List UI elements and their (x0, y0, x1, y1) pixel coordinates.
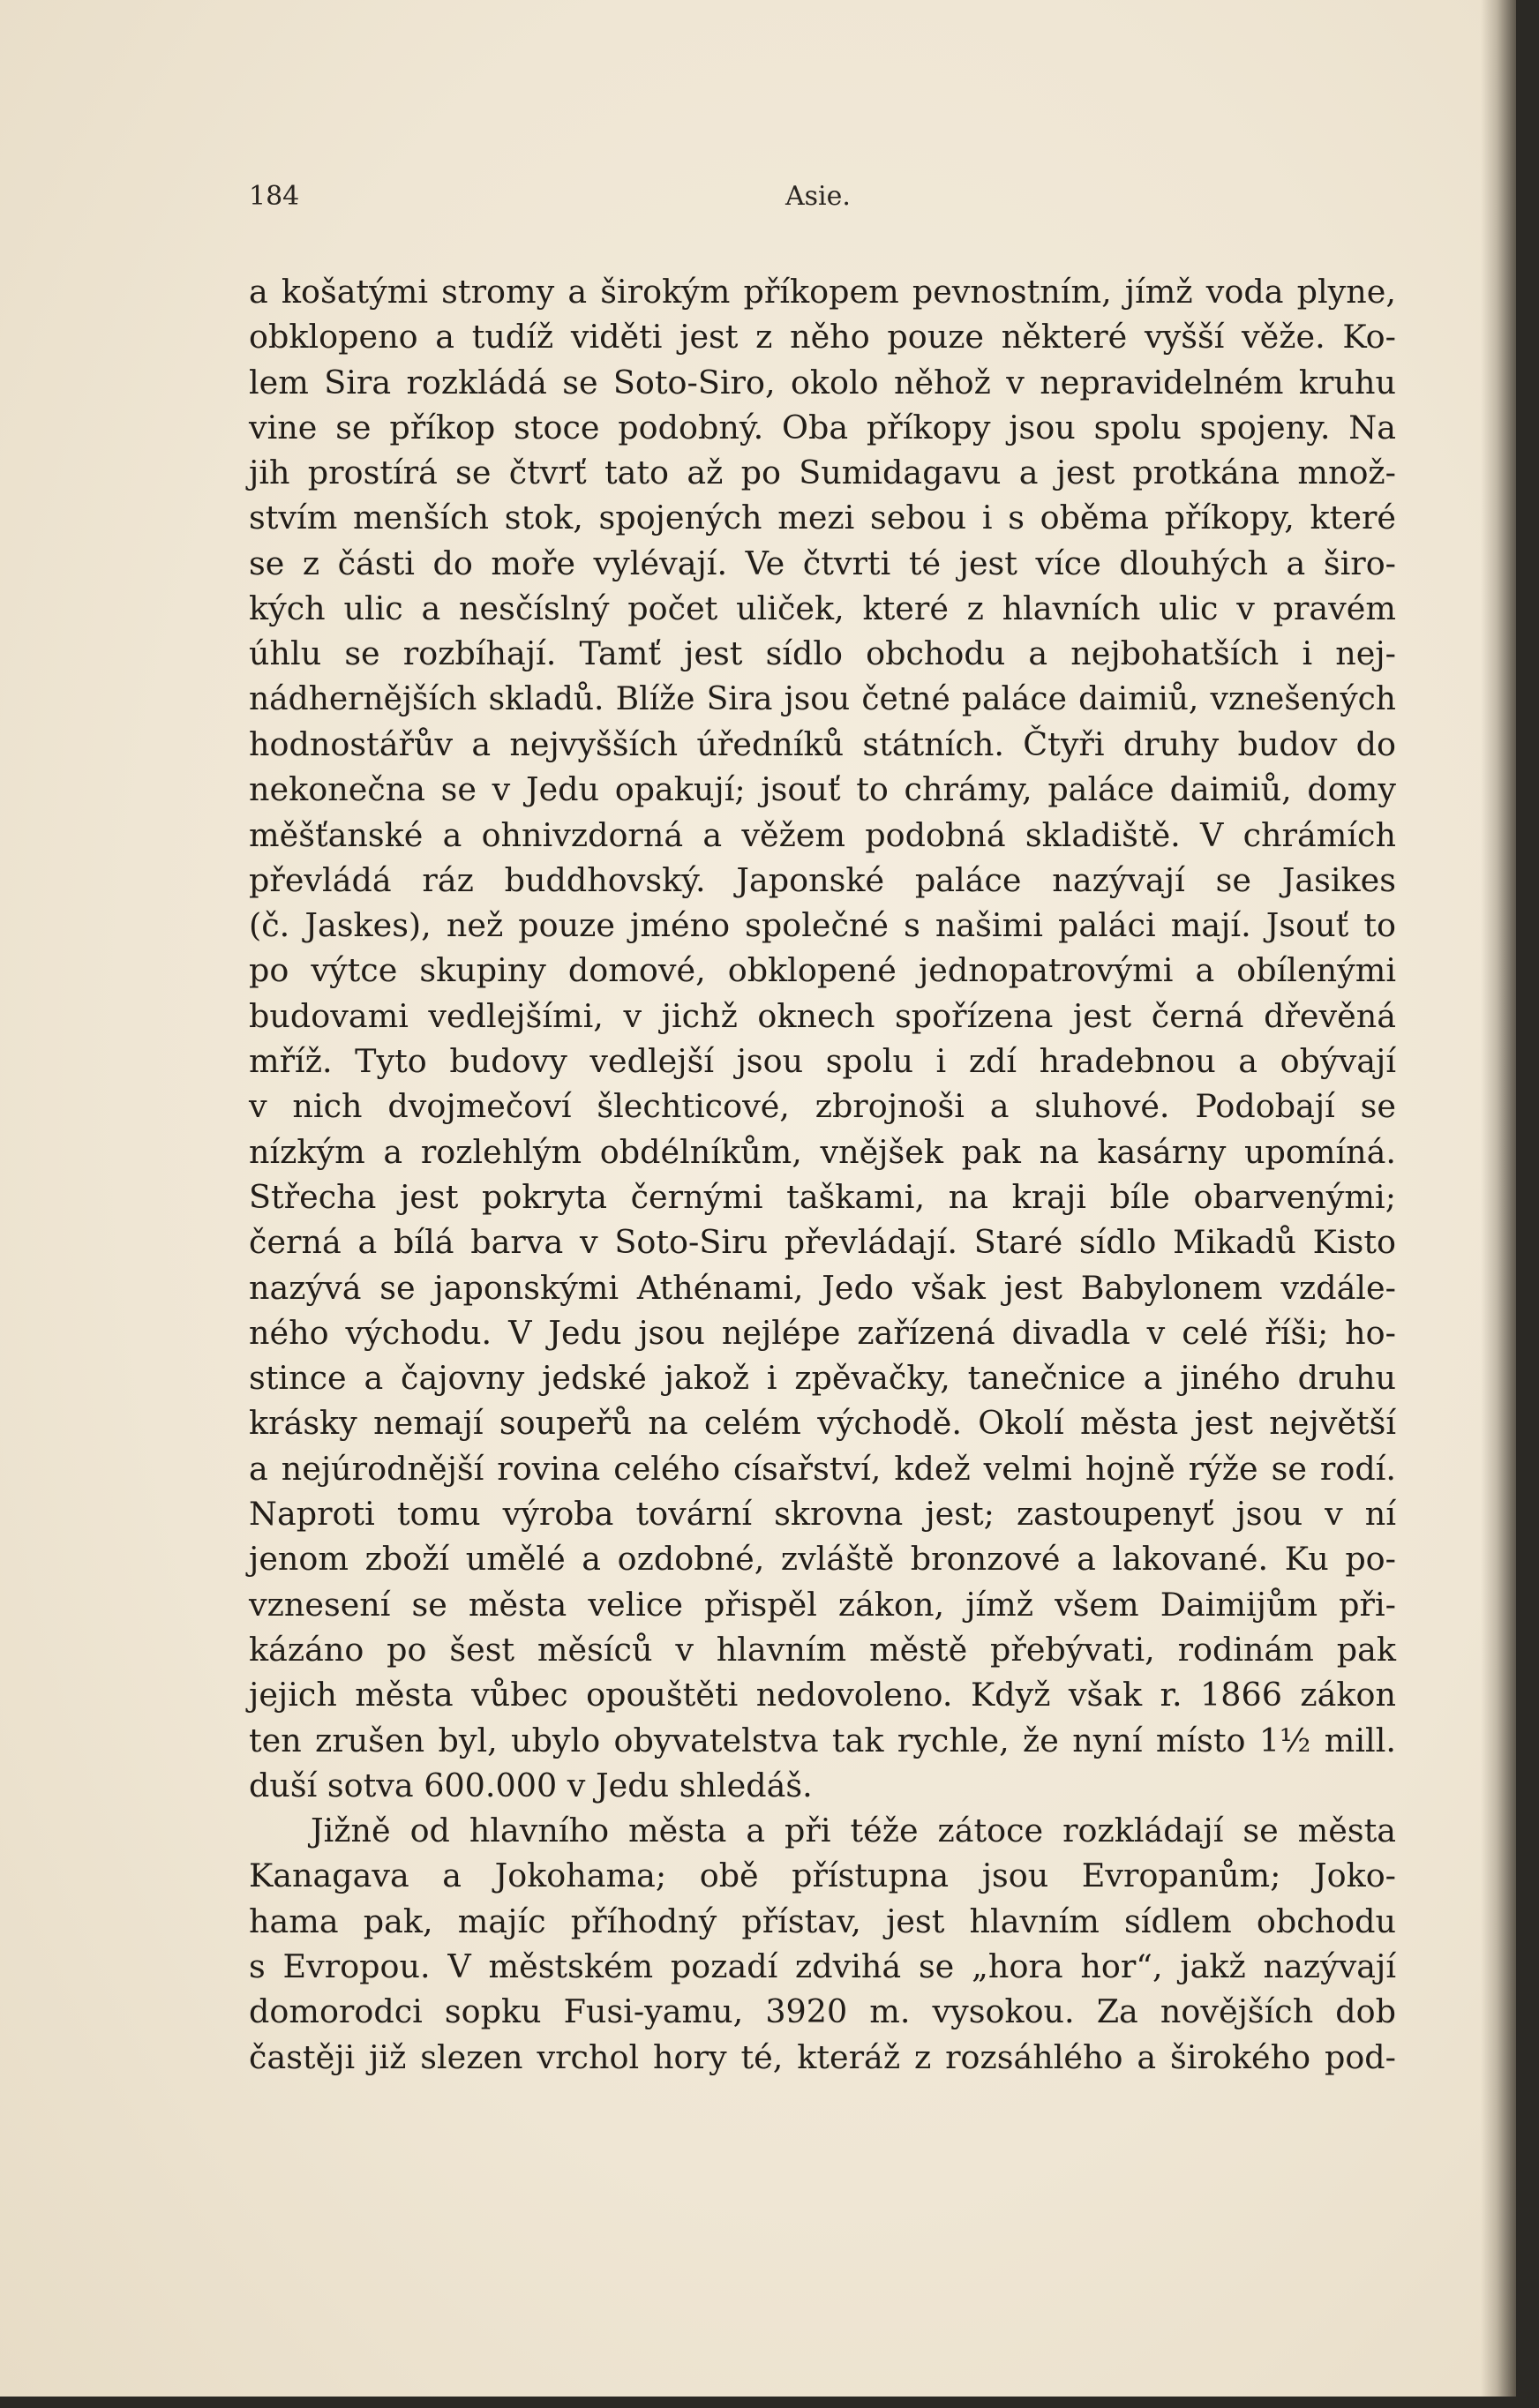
text-line: krásky nemají soupeřů na celém východě. Okolí města jest největší (249, 1404, 1396, 1443)
text-line: lem Sira rozkládá se Soto-Siro, okolo něhož v nepravidelném kruhu (249, 363, 1396, 401)
text-line: měšťanské a ohnivzdorná a věžem podobná skladiště. V chrámích (249, 815, 1396, 854)
text-line: Naproti tomu výroba tovární skrovna jest; zastoupenyť jsou v ní (249, 1495, 1396, 1534)
text-line: jih prostírá se čtvrť tato až po Sumidagavu a jest protkána množ- (249, 454, 1396, 492)
text-line: nízkým a rozlehlým obdélníkům, vnějšek pak na kasárny upomíná. (249, 1132, 1396, 1171)
text-line: kázáno po šest měsíců v hlavním městě přebývati, rodinám pak (249, 1630, 1396, 1669)
section-title: Asie. (785, 181, 851, 212)
page-number: 184 (249, 181, 300, 212)
text-line: kých ulic a nesčíslný počet uliček, které z hlavních ulic v pravém (249, 589, 1396, 628)
text-line: hodnostářův a nejvyšších úředníků státních. Čtyři druhy budov do (249, 724, 1396, 763)
text-line: se z části do moře vylévají. Ve čtvrti té jest více dlouhých a širo- (249, 544, 1396, 582)
text-line: častěji již slezen vrchol hory té, kteráž z rozsáhlého a širokého pod- (249, 2037, 1396, 2076)
text-line: jejich města vůbec opouštěti nedovoleno. Když však r. 1866 zákon (249, 1676, 1396, 1714)
text-line: nádhernějších skladů. Blíže Sira jsou četné paláce daimiů, vznešených (249, 680, 1396, 717)
text-line: úhlu se rozbíhají. Tamť jest sídlo obchodu a nejbohatších i nej- (249, 634, 1396, 673)
text-line: Střecha jest pokryta černými taškami, na kraji bíle obarvenými; (249, 1177, 1396, 1216)
text-line: nazývá se japonskými Athénami, Jedo však jest Babylonem vzdále- (249, 1268, 1396, 1307)
text-line: hama pak, majíc příhodný přístav, jest hlavním sídlem obchodu (249, 1902, 1396, 1940)
text-line: obklopeno a tudíž viděti jest z něho pouze některé vyšší věže. Ko- (249, 318, 1396, 356)
text-line: převládá ráz buddhovský. Japonské paláce nazývají se Jasikes (249, 860, 1396, 899)
text-line: mříž. Tyto budovy vedlejší jsou spolu i zdí hradebnou a obývají (249, 1042, 1396, 1081)
text-line: domorodci sopku Fusi-yamu, 3920 m. vysokou. Za novějších dob (249, 1992, 1396, 2031)
text-line: budovami vedlejšími, v jichž oknech spořízena jest černá dřevěná (249, 996, 1396, 1035)
text-line: Kanagava a Jokohama; obě přístupna jsou Evropanům; Joko- (249, 1857, 1396, 1895)
text-line: a nejúrodnější rovina celého císařství, kdež velmi hojně rýže se rodí. (249, 1449, 1396, 1488)
text-line: jenom zboží umělé a ozdobné, zvláště bronzové a lakované. Ku po- (249, 1540, 1396, 1579)
text-line: vznesení se města velice přispěl zákon, jímž všem Daimijům při- (249, 1585, 1396, 1624)
text-line: ten zrušen byl, ubylo obyvatelstva tak rychle, že nyní místo 1½ mill. (249, 1721, 1396, 1759)
text-line: černá a bílá barva v Soto-Siru převládají. Staré sídlo Mikadů Kisto (249, 1223, 1396, 1262)
text-line: stvím menších stok, spojených mezi sebou i s oběma příkopy, které (249, 499, 1396, 537)
text-line: a košatými stromy a širokým příkopem pevnostním, jímž voda plyne, (249, 273, 1396, 311)
text-line: vine se příkop stoce podobný. Oba příkopy jsou spolu spojeny. Na (249, 408, 1396, 446)
text-line: po výtce skupiny domové, obklopené jednopatrovými a obílenými (249, 951, 1396, 990)
text-line: nekonečna se v Jedu opakují; jsouť to chrámy, paláce daimiů, domy (249, 770, 1396, 809)
text-line: s Evropou. V městském pozadí zdvihá se „hora hor“, jakž nazývají (249, 1947, 1396, 1985)
text-line: Jižně od hlavního města a při téže zátoce rozkládají se města (311, 1812, 1396, 1850)
text-line: stince a čajovny jedské jakož i zpěvačky, tanečnice a jiného druhu (249, 1359, 1396, 1398)
running-head (249, 181, 1396, 216)
body-text (249, 269, 1396, 2080)
text-line: (č. Jaskes), než pouze jméno společné s našimi paláci mají. Jsouť to (249, 906, 1396, 945)
page-edge-shadow (1481, 0, 1516, 2397)
text-line: duší sotva 600.000 v Jedu shledáš. (249, 1766, 813, 1804)
text-line: ného východu. V Jedu jsou nejlépe zařízená divadla v celé říši; ho- (249, 1313, 1396, 1352)
text-line: v nich dvojmečoví šlechticové, zbrojnoši a sluhové. Podobají se (249, 1087, 1396, 1126)
